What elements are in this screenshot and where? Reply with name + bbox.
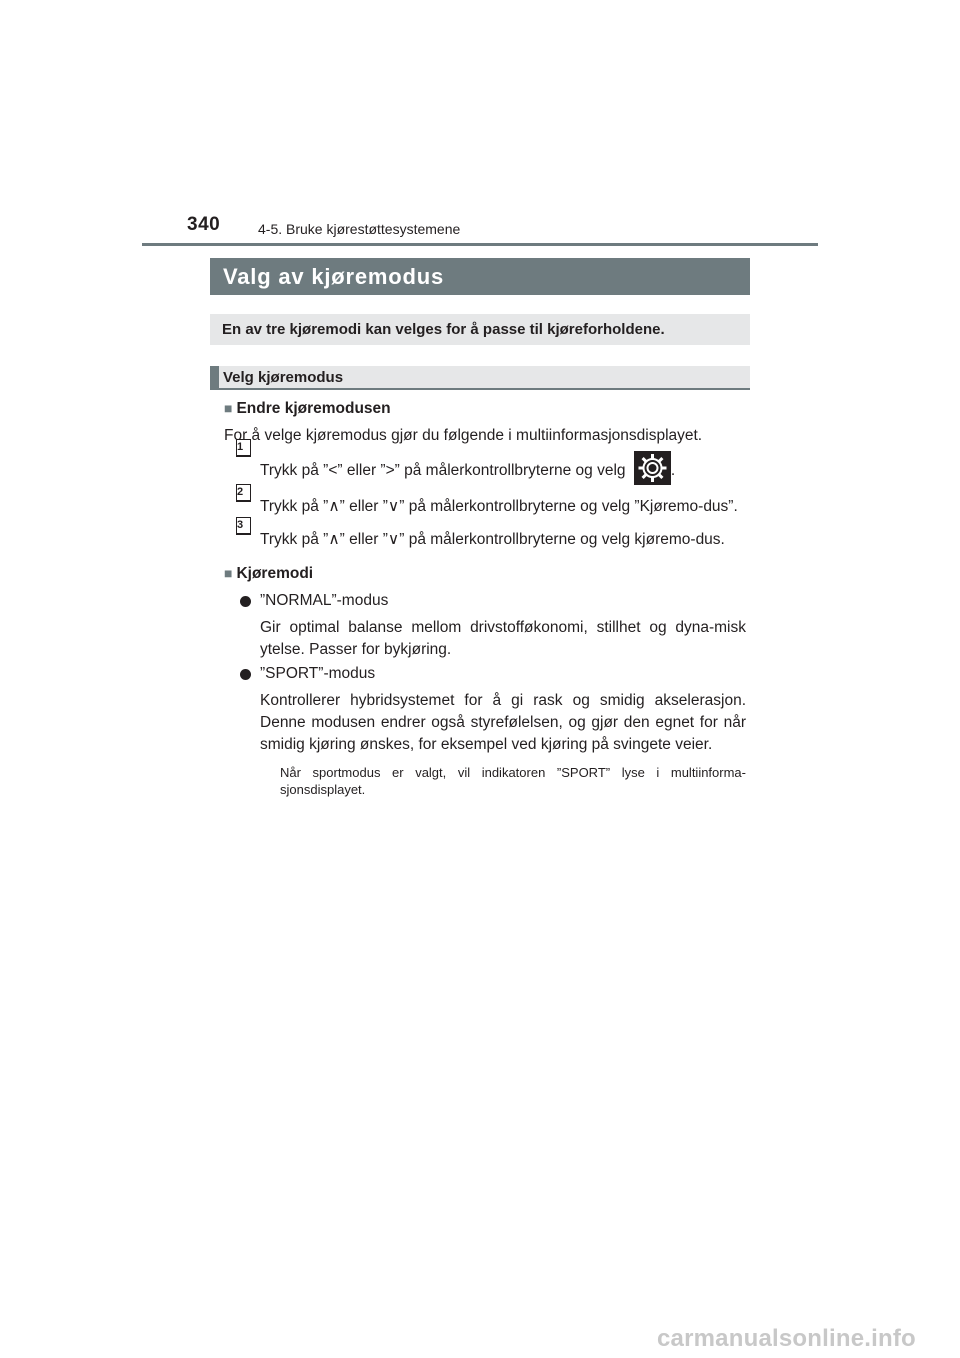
content <box>224 397 746 798</box>
section-path: 4-5. Bruke kjørestøttesystemene <box>258 221 461 237</box>
step-text-end: . <box>670 462 676 479</box>
page-title: Valg av kjøremodus <box>210 258 750 295</box>
modes-heading: ■ Kjøremodi <box>224 565 314 582</box>
step-text: Trykk på ”∧” eller ”∨” på målerkontrollbryterne og velg kjøremo-dus. <box>260 531 725 548</box>
change-mode-heading: ■ Endre kjøremodusen <box>224 400 391 417</box>
step-number: 2 <box>236 484 251 502</box>
square-bullet-icon: ■ <box>224 400 233 416</box>
mode-name: ”SPORT”-modus <box>260 665 376 682</box>
intro-box: En av tre kjøremodi kan velges for å passe til kjøreforholdene. <box>210 314 750 345</box>
gear-settings-icon <box>634 451 671 485</box>
watermark: carmanualsonline.info <box>657 1325 916 1352</box>
mode-description: Gir optimal balanse mellom drivstofføkonomi, stillhet og dyna-misk ytelse. Passer for bykjøring. <box>260 619 746 658</box>
step-text: Trykk på ”∧” eller ”∨” på målerkontrollbryterne og velg ”Kjøremo-dus”. <box>260 498 738 515</box>
bullet-dot-icon <box>240 669 251 680</box>
subheading: Velg kjøremodus <box>210 366 750 390</box>
step-number: 3 <box>236 517 251 535</box>
step-1 <box>224 441 746 485</box>
mode-name: ”NORMAL”-modus <box>260 592 389 609</box>
mode-normal <box>224 590 746 612</box>
step-number: 1 <box>236 439 251 457</box>
square-bullet-icon: ■ <box>224 565 233 581</box>
bullet-dot-icon <box>240 596 251 607</box>
header-rule <box>142 243 818 246</box>
step-2 <box>224 486 746 518</box>
change-mode-intro: For å velge kjøremodus gjør du følgende i multiinformasjonsdisplayet. <box>224 427 703 444</box>
step-3 <box>224 519 746 551</box>
mode-description: Kontrollerer hybridsystemet for å gi rask og smidig akselerasjon. Denne modusen endrer også styrefølelsen, og gjør den egnet for når smidig kjøring ønskes, for eksempel ved kjøring på svingete veier. <box>260 692 746 753</box>
mode-sport <box>224 663 746 685</box>
step-text: Trykk på ”<” eller ”>” på målerkontrollbryterne og velg <box>260 462 626 479</box>
page-number: 340 <box>187 214 221 235</box>
mode-note: Når sportmodus er valgt, vil indikatoren ”SPORT” lyse i multiinforma-sjonsdisplayet. <box>280 765 746 797</box>
